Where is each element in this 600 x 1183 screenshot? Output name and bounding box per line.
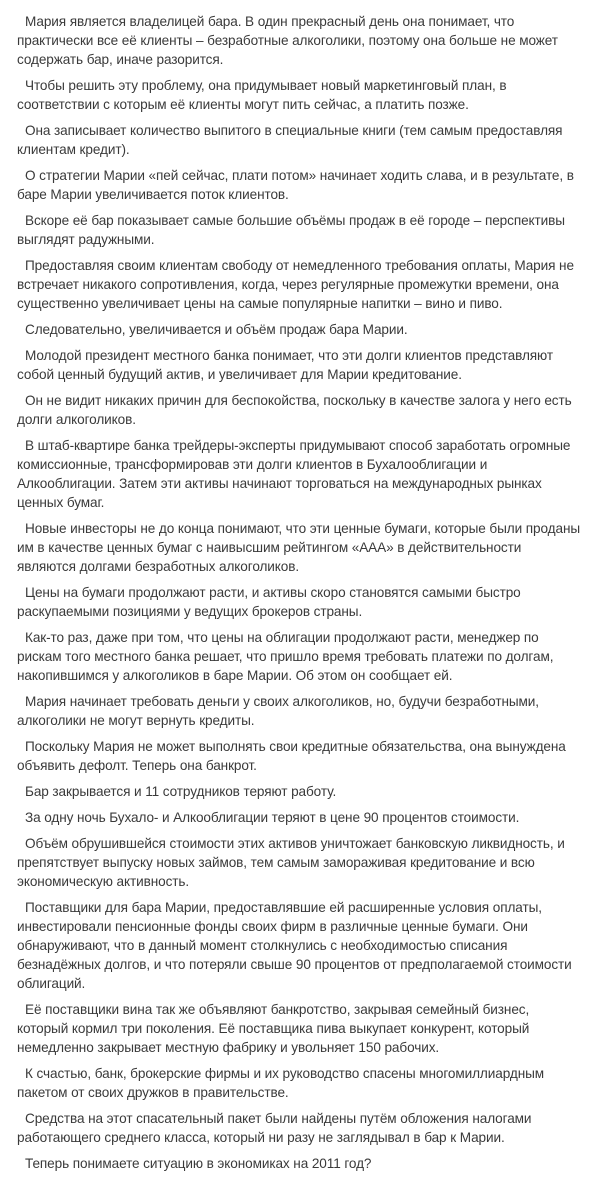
paragraph: За одну ночь Бухало- и Алкооблигации теряют в цене 90 процентов стоимости. xyxy=(25,810,520,825)
paragraph: Мария начинает требовать деньги у своих алкоголиков, но, будучи безработными, алкоголики не могут вернуть кредиты. xyxy=(17,694,539,728)
paragraph: Средства на этот спасательный пакет были найдены путём обложения налогами работающего среднего класса, который ни разу не заглядывал в бар к Марии. xyxy=(17,1111,532,1145)
paragraph: Молодой президент местного банка понимает, что эти долги клиентов представляют собой ценный будущий актив, и увеличивает для Марии кредитование. xyxy=(17,348,553,382)
paragraph: В штаб-квартире банка трейдеры-эксперты придумывают способ заработать огромные комиссионные, трансформировав эти долги клиентов в Бухалооблигации и Алкооблигации. Затем эти активы начинают торговаться на международных рынках ценных бумаг. xyxy=(17,438,571,510)
paragraph: Теперь понимаете ситуацию в экономиках на 2011 год? xyxy=(25,1156,372,1171)
paragraph: К счастью, банк, брокерские фирмы и их руководство спасены многомиллиардным пакетом от своих дружков в правительстве. xyxy=(17,1066,545,1100)
paragraph: Предоставляя своим клиентам свободу от немедленного требования оплаты, Мария не встречает никакого сопротивления, когда, через регулярные промежутки времени, она существенно увеличивает цены на самые популярные напитки – вино и пиво. xyxy=(17,258,574,311)
paragraph: Объём обрушившейся стоимости этих активов уничтожает банковскую ликвидность, и препятствует выпуску новых займов, тем самым замораживая кредитование и всю экономическую активность. xyxy=(17,836,565,889)
paragraph: Вскоре её бар показывает самые большие объёмы продаж в её городе – перспективы выглядят радужными. xyxy=(17,213,565,247)
paragraph: Поскольку Мария не может выполнять свои кредитные обязательства, она вынуждена объявить дефолт. Теперь она банкрот. xyxy=(17,739,566,773)
paragraph: Следовательно, увеличивается и объём продаж бара Марии. xyxy=(25,322,408,337)
paragraph: Новые инвесторы не до конца понимают, что эти ценные бумаги, которые были проданы им в качестве ценных бумаг с наивысшим рейтингом «ААА» в действительности являются долгами безработных алкоголиков. xyxy=(17,521,581,574)
paragraph: Как-то раз, даже при том, что цены на облигации продолжают расти, менеджер по рискам того местного банка решает, что пришло время требовать платежи по долгам, накопившимся у алкоголиков в баре Марии. Об этом он сообщает ей. xyxy=(17,630,554,683)
paragraph: Поставщики для бара Марии, предоставлявшие ей расширенные условия оплаты, инвестировали пенсионные фонды своих фирм в различные ценные бумаги. Они обнаруживают, что в данный момент столкнулись с необходимостью списания безнадёжных долгов, и что потеряли свыше 90 процентов от предполагаемой стоимости облигаций. xyxy=(17,900,572,991)
paragraph: Бар закрывается и 11 сотрудников теряют работу. xyxy=(25,784,337,799)
paragraph: Она записывает количество выпитого в специальные книги (тем самым предоставляя клиентам кредит). xyxy=(17,123,563,157)
paragraph: Чтобы решить эту проблему, она придумывает новый маркетинговый план, в соответствии с которым её клиенты могут пить сейчас, а платить позже. xyxy=(17,78,507,112)
paragraph: О стратегии Марии «пей сейчас, плати потом» начинает ходить слава, и в результате, в баре Марии увеличивается поток клиентов. xyxy=(17,168,574,202)
paragraph: Её поставщики вина так же объявляют банкротство, закрывая семейный бизнес, который кормил три поколения. Её поставщика пива выкупает конкурент, который немедленно закрывает местную фабрику и увольняет 150 рабочих. xyxy=(17,1002,530,1055)
paragraph: Он не видит никаких причин для беспокойства, поскольку в качестве залога у него есть долги алкоголиков. xyxy=(17,393,572,427)
paragraph: Мария является владелицей бара. В один прекрасный день она понимает, что практически все её клиенты – безработные алкоголики, поэтому она больше не может содержать бар, иначе разорится. xyxy=(17,14,558,67)
paragraph: Цены на бумаги продолжают расти, и активы скоро становятся самыми быстро раскупаемыми позициями у ведущих брокеров страны. xyxy=(17,585,521,619)
